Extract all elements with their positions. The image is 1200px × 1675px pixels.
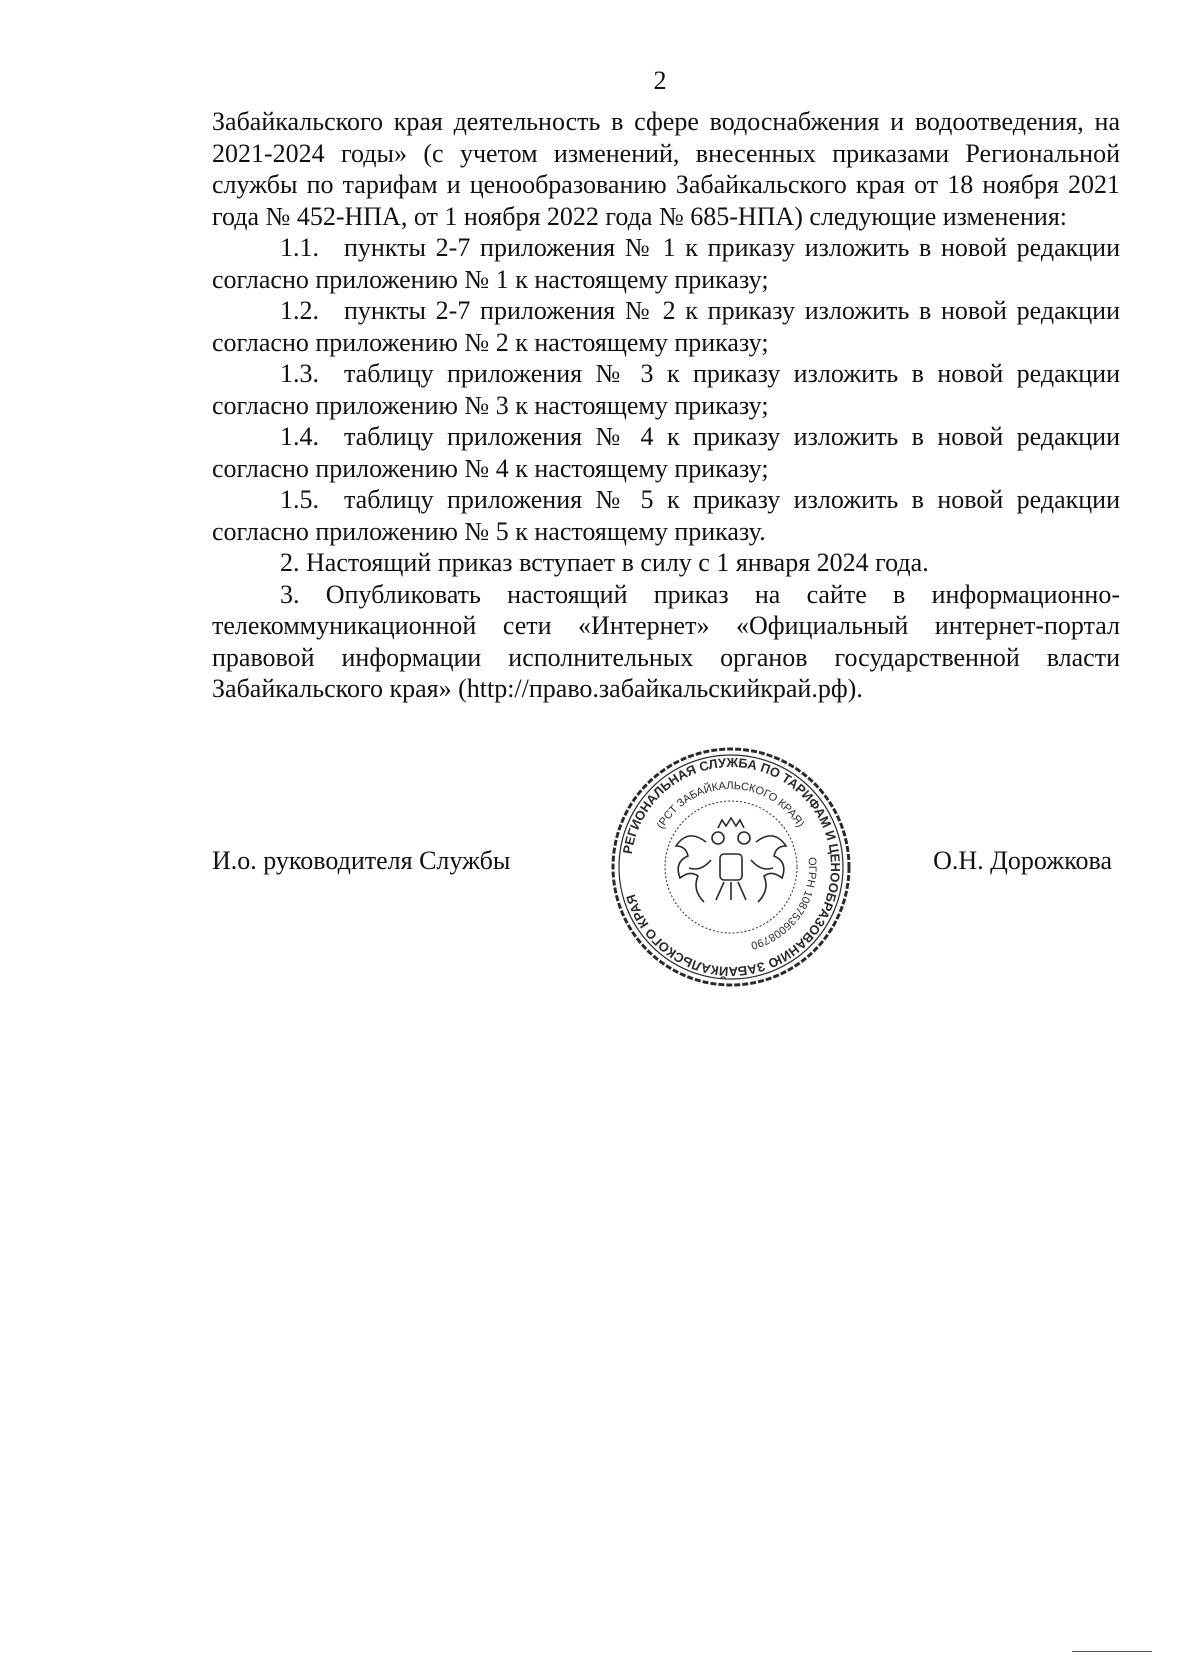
item-1-4 (212, 421, 1120, 484)
item-number: 1.4. (280, 422, 319, 451)
item-text: пункты 2-7 приложения № 2 к приказу изложить в новой редакции согласно приложению № 2 к настоящему приказу; (212, 296, 1120, 357)
item-1-3 (212, 358, 1120, 421)
item-1-5 (212, 484, 1120, 547)
paragraph-2: 2. Настоящий приказ вступает в силу с 1 января 2024 года. (280, 548, 929, 577)
seal-inner-text: (РСТ ЗАБАЙКАЛЬСКОГО КРАЯ) (654, 779, 807, 831)
seal-inner-ring (665, 801, 797, 933)
item-text: таблицу приложения № 3 к приказу изложить в новой редакции согласно приложению № 3 к настоящему приказу; (212, 359, 1120, 420)
seal-outer-text: РЕГИОНАЛЬНАЯ СЛУЖБА ПО ТАРИФАМ И ЦЕНООБРАЗОВАНИЮ ЗАБАЙКАЛЬСКОГО КРАЯ (619, 754, 844, 980)
item-number: 1.3. (280, 359, 319, 388)
item-text: таблицу приложения № 5 к приказу изложить в новой редакции согласно приложению № 5 к настоящему приказу. (212, 485, 1120, 546)
intro-paragraph: Забайкальского края деятельность в сфере водоснабжения и водоотведения, на 2021-2024 годы» (с учетом изменений, внесенных приказами Региональной службы по тарифам и ценообразованию Забайкальского края от 18 ноября 2021 года № 452-НПА, от 1 ноября 2022 года № 685-НПА) следующие изменения: (212, 107, 1120, 231)
signature-name: О.Н. Дорожкова (933, 846, 1112, 875)
item-number: 1.2. (280, 296, 319, 325)
official-seal (606, 742, 856, 992)
item-number: 1.1. (280, 233, 319, 262)
page-number: 2 (653, 66, 667, 95)
paragraph-3: 3. Опубликовать настоящий приказ на сайте в информационно-телекоммуникационной сети «Интернет» «Официальный интернет-портал правовой информации исполнительных органов государственной власти Забайкальского края» (http://право.забайкальскийкрай.рф). (212, 579, 1120, 703)
seal-ogrn-text: ОГРН 1087536008790 (749, 856, 819, 952)
item-1-1 (212, 232, 1120, 295)
item-text: пункты 2-7 приложения № 1 к приказу изложить в новой редакции согласно приложению № 1 к настоящему приказу; (212, 233, 1120, 294)
signature-position: И.о. руководителя Службы (212, 846, 511, 875)
double-headed-eagle-icon (676, 818, 786, 902)
document-body (212, 106, 1120, 705)
item-number: 1.5. (280, 485, 319, 514)
item-1-2 (212, 295, 1120, 358)
item-text: таблицу приложения № 4 к приказу изложить в новой редакции согласно приложению № 4 к настоящему приказу; (212, 422, 1120, 483)
footer-line (1072, 1651, 1152, 1652)
